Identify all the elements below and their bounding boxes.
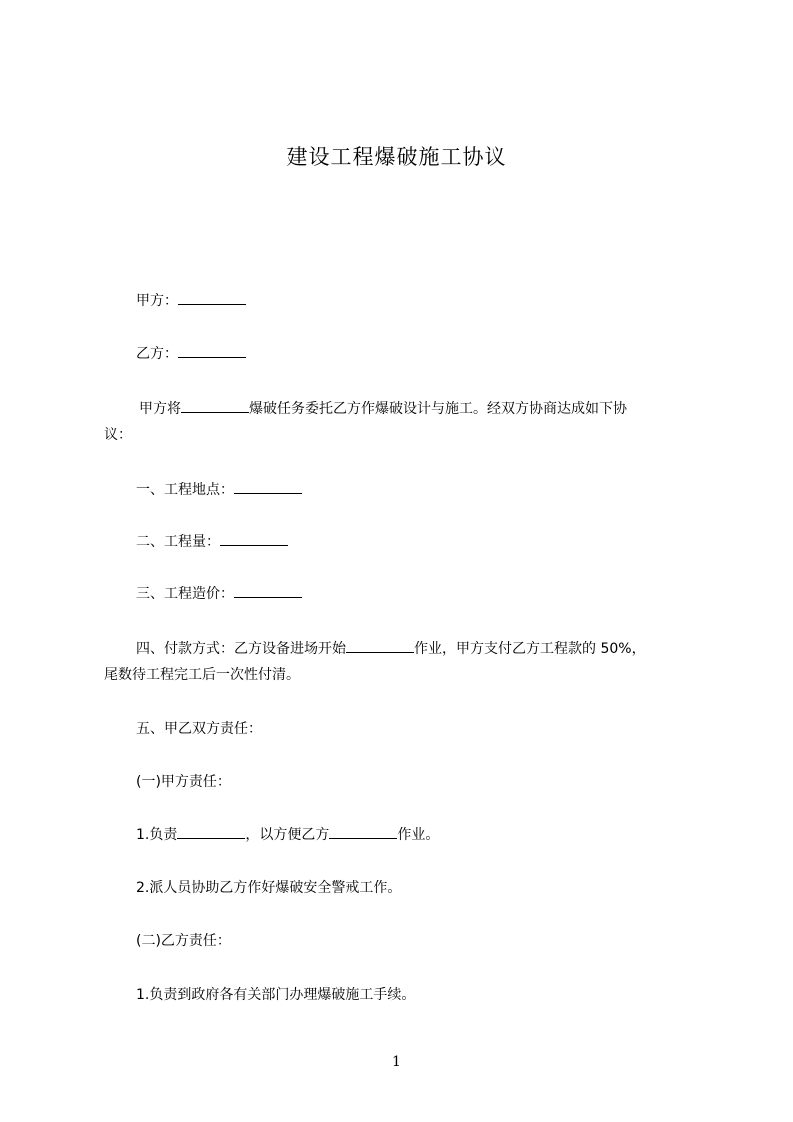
document-title: 建设工程爆破施工协议 xyxy=(286,145,507,169)
item2-blank xyxy=(220,531,288,546)
party-a-label: 甲方： xyxy=(136,293,178,309)
item2-line xyxy=(104,529,736,555)
party-a-line xyxy=(104,288,736,314)
duty-b1-line xyxy=(104,982,736,1008)
a1-blank-1 xyxy=(177,824,245,839)
item1-label: 一、工程地点： xyxy=(136,482,234,498)
item5-text: 五、甲乙双方责任： xyxy=(136,721,262,737)
a1-blank-2 xyxy=(329,824,397,839)
intro-continuation xyxy=(104,422,704,448)
item4-continuation xyxy=(104,662,704,688)
a1-mid: ，以方便乙方 xyxy=(245,827,330,843)
item4-start: 四、付款方式：乙方设备进场开始 xyxy=(136,641,346,657)
a1-end: 作业。 xyxy=(397,827,440,843)
duty-a1-line xyxy=(104,822,736,848)
party-b-label: 乙方： xyxy=(136,346,178,362)
item4-end: 作业，甲方支付乙方工程款的 50%， xyxy=(414,641,646,657)
party-a-duties-heading xyxy=(104,769,736,795)
a1-start: 1.负责 xyxy=(136,827,178,843)
intro-blank xyxy=(181,398,249,413)
item1-line xyxy=(104,477,736,503)
party-b-duties-heading xyxy=(104,928,736,954)
party-b-line xyxy=(104,341,736,367)
item4-cont-text: 尾数待工程完工后一次性付清。 xyxy=(104,667,300,683)
item5-line xyxy=(104,716,736,742)
intro-start: 甲方将 xyxy=(139,401,181,417)
item3-line xyxy=(104,581,736,607)
item1-blank xyxy=(234,479,302,494)
party-b-blank xyxy=(178,343,246,358)
sub-a-text: (一)甲方责任： xyxy=(136,774,231,790)
intro-line xyxy=(104,396,739,422)
item3-label: 三、工程造价： xyxy=(136,586,234,602)
item3-blank xyxy=(234,583,302,598)
b1-text: 1.负责到政府各有关部门办理爆破施工手续。 xyxy=(136,987,416,1003)
a2-text: 2.派人员协助乙方作好爆破安全警戒工作。 xyxy=(136,880,402,896)
item2-label: 二、工程量： xyxy=(136,534,220,550)
duty-a2-line xyxy=(104,875,736,901)
party-a-blank xyxy=(178,290,246,305)
item4-line xyxy=(104,636,736,662)
sub-b-text: (二)乙方责任： xyxy=(136,933,231,949)
intro-end: 爆破任务委托乙方作爆破设计与施工。经双方协商达成如下协 xyxy=(249,401,627,417)
page-number: 1 xyxy=(392,1054,401,1070)
item4-blank xyxy=(346,638,414,653)
intro-cont-text: 议： xyxy=(104,427,132,443)
